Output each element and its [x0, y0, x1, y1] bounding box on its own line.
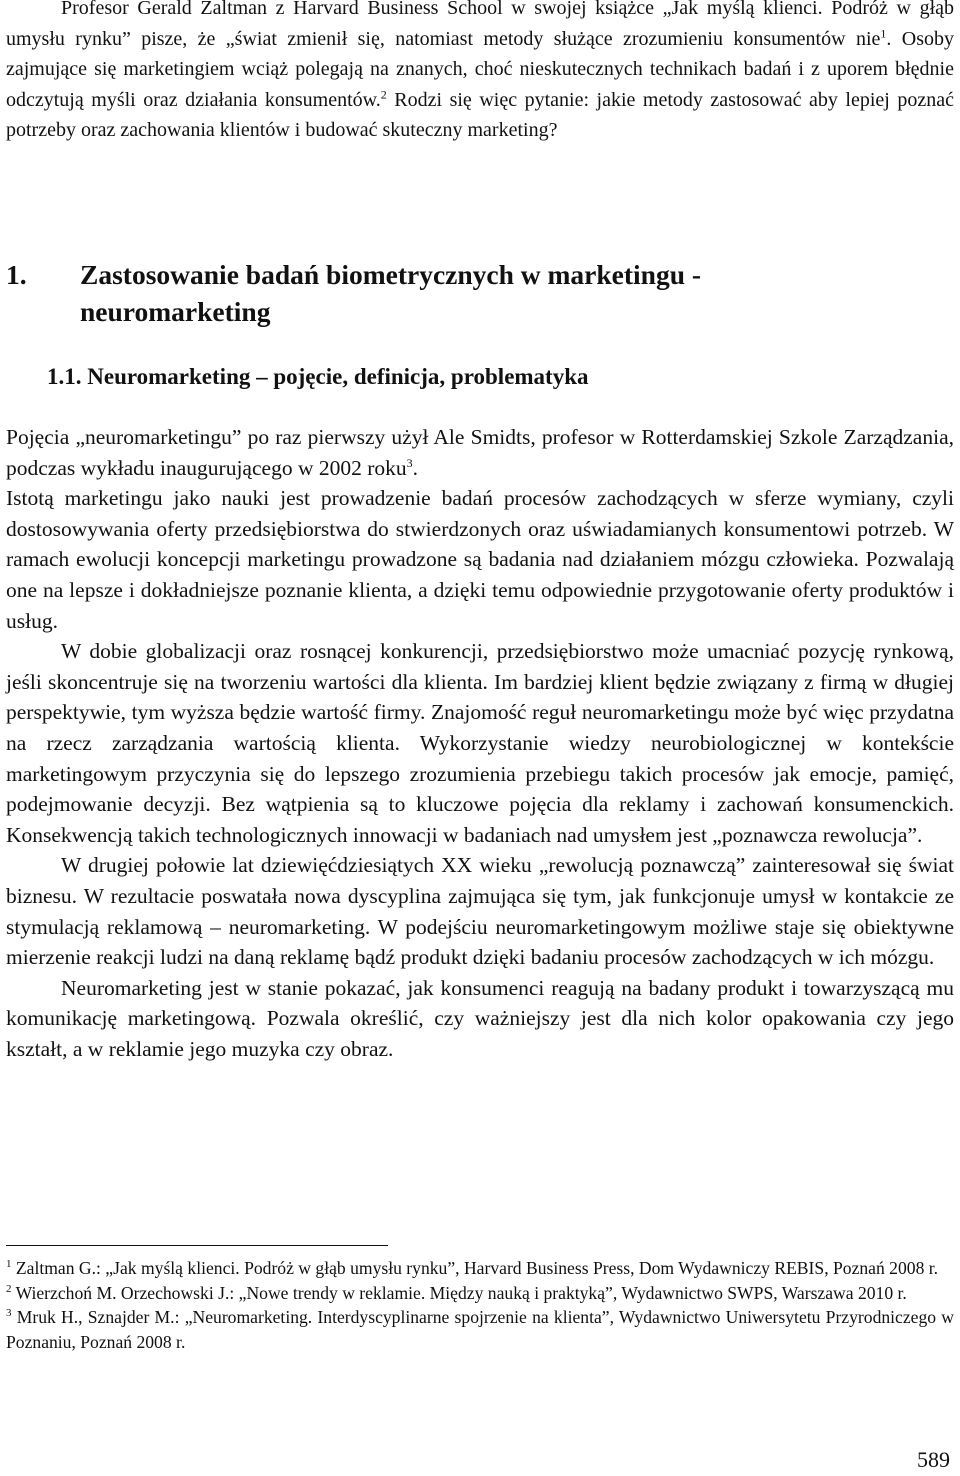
footnote-text-1: Zaltman G.: „Jak myślą klienci. Podróż w głąb umysłu rynku”, Harvard Business Press, Dom Wydawniczy REBIS, Poznań 2008 r.: [11, 1258, 939, 1278]
definition-text-end: .: [412, 455, 419, 480]
footnotes: [6, 1256, 954, 1354]
intro-section: [6, 0, 954, 146]
footnote-1: [6, 1256, 954, 1281]
footnote-mark-2: 2: [6, 1282, 12, 1295]
definition-paragraph: [6, 422, 954, 483]
footnote-2: [6, 1281, 954, 1306]
intro-text-3: Rodzi się więc pytanie: jakie metody zastosować aby lepiej poznać potrzeby oraz zachowania klientów i budować skuteczny marketing?: [6, 88, 954, 142]
section-number: 1.: [6, 259, 27, 290]
footnote-divider: [6, 1245, 388, 1246]
footnote-text-2: Wierzchoń M. Orzechowski J.: „Nowe trendy w reklamie. Między nauką i praktyką”, Wydawnictwo SWPS, Warszawa 2010 r.: [11, 1282, 907, 1303]
section-heading: [6, 256, 820, 330]
intro-text-1: Profesor Gerald Zaltman z Harvard Business School w swojej książce „Jak myślą klienci. Podróż w głąb umysłu rynku” pisze, że „świat zmienił się, natomiast metody służące zrozumieniu konsumentów nie: [6, 0, 954, 50]
page-number: 589: [917, 1447, 950, 1472]
body-section: [6, 422, 954, 1064]
body-paragraph-3: W drugiej połowie lat dziewięćdziesiątych XX wieku „rewolucją poznawczą” zainteresował się świat biznesu. W rezultacie poswatała nowa dyscyplina zajmująca się tym, jak funkcjonuje umysł w kontakcie ze stymulacją reklamową – neuromarketing. W podejściu neuromarketingowym możliwe staje się obiektywne mierzenie reakcji ludzi na daną reklamę bądź produkt dzięki badaniu procesów zachodzących w ich mózgu.: [6, 853, 954, 970]
footnote-ref-2[interactable]: 2: [380, 87, 387, 102]
intro-text-2: . Osoby zajmujące się marketingiem wciąż polegają na znanych, choć nieskutecznych technikach badań i z uporem błędnie odczytują myśli oraz działania konsumentów.: [6, 27, 954, 111]
footnote-text-3: Mruk H., Sznajder M.: „Neuromarketing. Interdyscyplinarne spojrzenie na klienta”, Wydawnictwo Uniwersytetu Przyrodniczego w Poznaniu, Poznań 2008 r.: [6, 1307, 954, 1352]
subsection-heading: 1.1. Neuromarketing – pojęcie, definicja, problematyka: [47, 364, 589, 389]
section-title: Zastosowanie badań biometrycznych w marketingu - neuromarketing: [80, 259, 702, 327]
footnote-mark-3: 3: [6, 1307, 12, 1320]
footnote-3: [6, 1305, 954, 1354]
footnote-mark-1: 1: [6, 1258, 12, 1271]
definition-text: Pojęcia „neuromarketingu” po raz pierwszy użył Ale Smidts, profesor w Rotterdamskiej Szkole Zarządzania, podczas wykładu inaugurującego w 2002 roku: [6, 425, 954, 480]
footnote-ref-3[interactable]: 3: [406, 455, 413, 470]
body-paragraph-4: Neuromarketing jest w stanie pokazać, jak konsumenci reagują na badany produkt i towarzyszącą mu komunikację marketingową. Pozwala określić, czy ważniejszy jest dla nich kolor opakowania czy jego kształt, a w reklamie jego muzyka czy obraz.: [6, 975, 954, 1061]
footnote-ref-1[interactable]: 1: [880, 25, 887, 40]
body-paragraph-2: W dobie globalizacji oraz rosnącej konkurencji, przedsiębiorstwo może umacniać pozycję rynkową, jeśli skoncentruje się na tworzeniu wartości dla klienta. Im bardziej klient będzie związany z firmą w długiej perspektywie, tym wyższa będzie wartość firmy. Znajomość reguł neuromarketingu może być więc przydatna na rzecz zarządzania wartością klienta. Wykorzystanie wiedzy neurobiologicznej w kontekście marketingowym przyczynia się do lepszego zrozumienia przebiegu takich procesów jak emocje, pamięć, podejmowanie decyzji. Bez wątpienia są to kluczowe pojęcia dla reklamy i zachowań konsumenckich. Konsekwencją takich technologicznych innowacji w badaniach nad umysłem jest „poznawcza rewolucja”.: [6, 639, 954, 847]
intro-paragraph: [6, 0, 954, 146]
body-paragraph-1: Istotą marketingu jako nauki jest prowadzenie badań procesów zachodzących w sferze wymiany, czyli dostosowywania oferty przedsiębiorstwa do stwierdzonych oraz uświadamianych konsumentowi potrzeb. W ramach ewolucji koncepcji marketingu prowadzone są badania nad działaniem mózgu człowieka. Pozwalają one na lepsze i dokładniejsze poznanie klienta, a dzięki temu odpowiednie przygotowanie oferty produktów i usług.: [6, 486, 954, 633]
